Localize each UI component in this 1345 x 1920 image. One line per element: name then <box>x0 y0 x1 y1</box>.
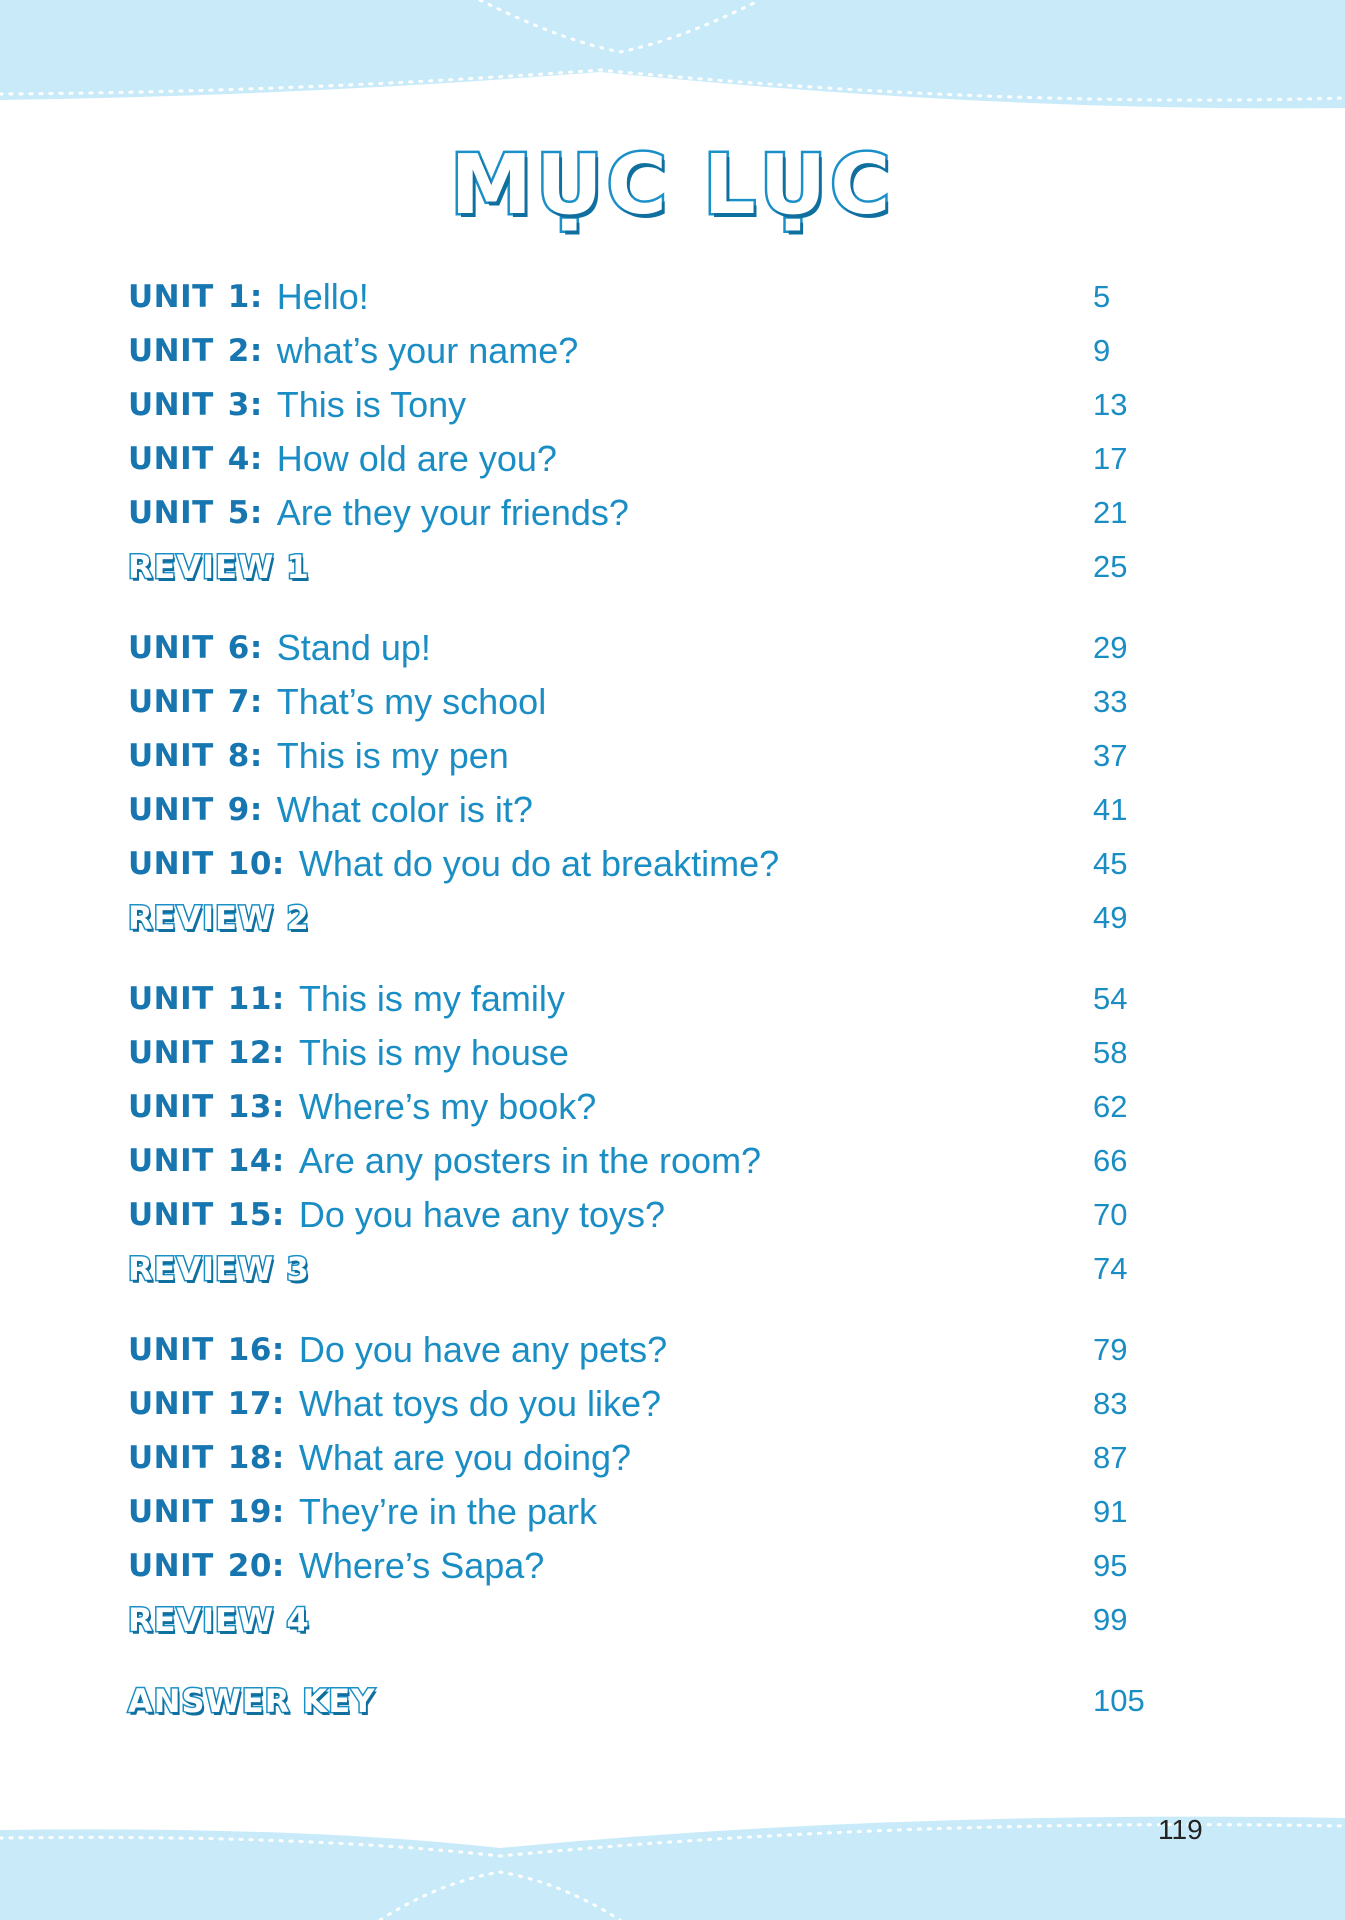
unit-number: 9: <box>227 792 263 828</box>
toc-review-row[interactable] <box>128 1593 1168 1647</box>
review-label: REVIEW 1 <box>128 548 310 586</box>
unit-number: 20: <box>227 1548 285 1584</box>
unit-title: What toys do you like? <box>298 1383 662 1424</box>
unit-title: Are they your friends? <box>276 492 629 533</box>
unit-number: 16: <box>227 1332 285 1368</box>
unit-label <box>128 1143 285 1179</box>
page-title: MỤC LỤC <box>450 138 895 233</box>
unit-word: UNIT <box>128 1440 214 1476</box>
toc-review-row[interactable] <box>128 1674 1168 1728</box>
unit-number: 3: <box>227 387 263 423</box>
toc-page-number: 58 <box>1093 1035 1128 1070</box>
unit-number: 8: <box>227 738 263 774</box>
unit-label <box>128 279 263 315</box>
toc-page-number: 29 <box>1093 630 1128 665</box>
unit-word: UNIT <box>128 279 214 315</box>
unit-word: UNIT <box>128 1332 214 1368</box>
unit-title: Do you have any pets? <box>298 1329 668 1370</box>
unit-word: UNIT <box>128 441 214 477</box>
unit-title: This is my house <box>298 1032 569 1073</box>
unit-number: 7: <box>227 684 263 720</box>
unit-word: UNIT <box>128 1548 214 1584</box>
toc-unit-row[interactable] <box>128 1323 1168 1377</box>
unit-word: UNIT <box>128 495 214 531</box>
review-label: REVIEW 3 <box>128 1250 310 1288</box>
section-gap <box>128 1296 1168 1323</box>
unit-number: 12: <box>227 1035 285 1071</box>
section-gap <box>128 1647 1168 1674</box>
unit-number: 17: <box>227 1386 285 1422</box>
toc-page-number: 49 <box>1093 900 1128 935</box>
unit-title: This is my family <box>298 978 565 1019</box>
toc-page-number: 62 <box>1093 1089 1128 1124</box>
toc-unit-row[interactable] <box>128 729 1168 783</box>
unit-title: Hello! <box>276 276 369 317</box>
unit-number: 19: <box>227 1494 285 1530</box>
unit-label <box>128 792 263 828</box>
toc-page-number: 45 <box>1093 846 1128 881</box>
toc-unit-row[interactable] <box>128 675 1168 729</box>
toc-page-number: 105 <box>1093 1683 1145 1718</box>
unit-label <box>128 495 263 531</box>
toc-page-number: 99 <box>1093 1602 1128 1637</box>
toc-page-number: 87 <box>1093 1440 1128 1475</box>
toc-review-row[interactable] <box>128 891 1168 945</box>
unit-number: 2: <box>227 333 263 369</box>
unit-title: What color is it? <box>276 789 533 830</box>
unit-title: What do you do at breaktime? <box>298 843 780 884</box>
unit-word: UNIT <box>128 1089 214 1125</box>
answer-key-label: ANSWER KEY <box>128 1682 376 1720</box>
unit-label <box>128 1386 285 1422</box>
toc-unit-row[interactable] <box>128 1134 1168 1188</box>
toc-unit-row[interactable] <box>128 621 1168 675</box>
toc-unit-row[interactable] <box>128 972 1168 1026</box>
toc-unit-row[interactable] <box>128 378 1168 432</box>
unit-word: UNIT <box>128 1197 214 1233</box>
unit-title: Stand up! <box>276 627 431 668</box>
unit-number: 5: <box>227 495 263 531</box>
toc-page-number: 54 <box>1093 981 1128 1016</box>
unit-title: Where’s my book? <box>298 1086 597 1127</box>
unit-word: UNIT <box>128 684 214 720</box>
toc-page-number: 79 <box>1093 1332 1128 1367</box>
toc-unit-row[interactable] <box>128 1431 1168 1485</box>
unit-number: 4: <box>227 441 263 477</box>
unit-number: 10: <box>227 846 285 882</box>
unit-number: 15: <box>227 1197 285 1233</box>
unit-number: 14: <box>227 1143 285 1179</box>
toc-review-row[interactable] <box>128 540 1168 594</box>
table-of-contents <box>128 270 1168 1728</box>
unit-title: This is Tony <box>276 384 467 425</box>
toc-unit-row[interactable] <box>128 270 1168 324</box>
toc-unit-row[interactable] <box>128 1539 1168 1593</box>
unit-label <box>128 1548 285 1584</box>
toc-unit-row[interactable] <box>128 1080 1168 1134</box>
toc-unit-row[interactable] <box>128 432 1168 486</box>
unit-label <box>128 441 263 477</box>
toc-page-number: 83 <box>1093 1386 1128 1421</box>
unit-title: Where’s Sapa? <box>298 1545 545 1586</box>
unit-label <box>128 333 263 369</box>
toc-page-number: 37 <box>1093 738 1128 773</box>
toc-page-number: 70 <box>1093 1197 1128 1232</box>
unit-word: UNIT <box>128 630 214 666</box>
toc-page-number: 41 <box>1093 792 1128 827</box>
unit-label <box>128 1197 285 1233</box>
unit-label <box>128 846 285 882</box>
top-decorative-band <box>0 0 1345 125</box>
unit-label <box>128 1089 285 1125</box>
bottom-decorative-band <box>0 1790 1345 1920</box>
toc-unit-row[interactable] <box>128 324 1168 378</box>
unit-title: How old are you? <box>276 438 557 479</box>
toc-page-number: 33 <box>1093 684 1128 719</box>
toc-unit-row[interactable] <box>128 1377 1168 1431</box>
section-gap <box>128 594 1168 621</box>
unit-word: UNIT <box>128 792 214 828</box>
unit-label <box>128 630 263 666</box>
toc-page-number: 66 <box>1093 1143 1128 1178</box>
toc-review-row[interactable] <box>128 1242 1168 1296</box>
toc-unit-row[interactable] <box>128 837 1168 891</box>
unit-word: UNIT <box>128 333 214 369</box>
unit-label <box>128 738 263 774</box>
unit-number: 18: <box>227 1440 285 1476</box>
unit-title: What are you doing? <box>298 1437 632 1478</box>
unit-number: 1: <box>227 279 263 315</box>
unit-word: UNIT <box>128 1494 214 1530</box>
unit-title: That’s my school <box>276 681 547 722</box>
toc-unit-row[interactable] <box>128 1485 1168 1539</box>
section-gap <box>128 945 1168 972</box>
toc-unit-row[interactable] <box>128 1026 1168 1080</box>
unit-title: Do you have any toys? <box>298 1194 666 1235</box>
unit-word: UNIT <box>128 981 214 1017</box>
toc-page-number: 74 <box>1093 1251 1128 1286</box>
unit-label <box>128 981 285 1017</box>
toc-page-number: 5 <box>1093 279 1111 314</box>
toc-page-number: 95 <box>1093 1548 1128 1583</box>
unit-word: UNIT <box>128 738 214 774</box>
unit-label <box>128 684 263 720</box>
review-label: REVIEW 2 <box>128 899 310 937</box>
page-number: 119 <box>1158 1814 1203 1845</box>
unit-label <box>128 387 263 423</box>
unit-title: They’re in the park <box>298 1491 597 1532</box>
unit-label <box>128 1494 285 1530</box>
toc-page-number: 25 <box>1093 549 1128 584</box>
toc-unit-row[interactable] <box>128 1188 1168 1242</box>
toc-unit-row[interactable] <box>128 783 1168 837</box>
toc-page-number: 13 <box>1093 387 1128 422</box>
unit-label <box>128 1035 285 1071</box>
unit-title: what’s your name? <box>276 330 579 371</box>
unit-word: UNIT <box>128 1035 214 1071</box>
toc-page-number: 9 <box>1093 333 1111 368</box>
toc-page-number: 91 <box>1093 1494 1128 1529</box>
unit-word: UNIT <box>128 846 214 882</box>
unit-word: UNIT <box>128 1143 214 1179</box>
unit-word: UNIT <box>128 387 214 423</box>
toc-unit-row[interactable] <box>128 486 1168 540</box>
unit-number: 6: <box>227 630 263 666</box>
toc-page-number: 21 <box>1093 495 1128 530</box>
unit-number: 13: <box>227 1089 285 1125</box>
unit-title: Are any posters in the room? <box>298 1140 762 1181</box>
unit-title: This is my pen <box>276 735 509 776</box>
unit-number: 11: <box>227 981 285 1017</box>
toc-page-number: 17 <box>1093 441 1128 476</box>
unit-word: UNIT <box>128 1386 214 1422</box>
unit-label <box>128 1332 285 1368</box>
unit-label <box>128 1440 285 1476</box>
review-label: REVIEW 4 <box>128 1601 310 1639</box>
